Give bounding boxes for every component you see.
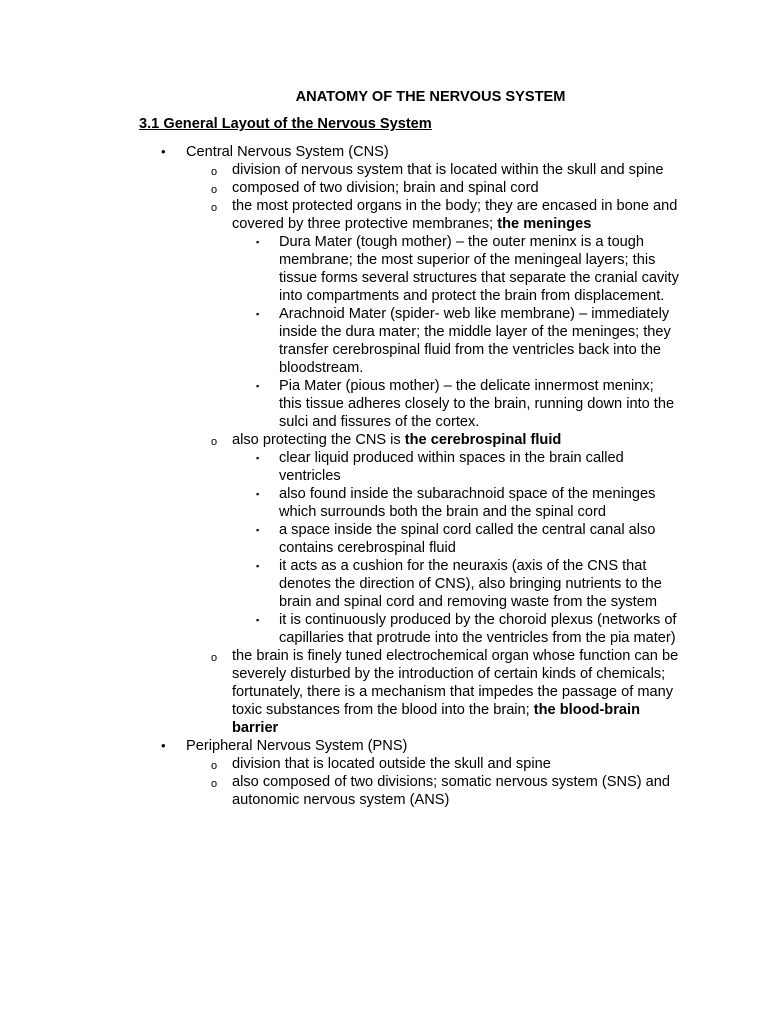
bullet-circle-icon: o <box>211 184 218 196</box>
bullet-square-icon: ▪ <box>256 489 260 499</box>
bold-term: the meninges <box>497 216 592 232</box>
list-item-text: a space inside the spinal cord called the central canal also contains cerebrospinal fluid <box>279 522 656 556</box>
list-item <box>0 197 768 233</box>
list-item-text: division that is located outside the skull and spine <box>232 756 551 772</box>
section-heading: 3.1 General Layout of the Nervous System <box>139 116 432 132</box>
bullet-circle-icon: o <box>211 202 218 214</box>
list-item-text <box>232 431 682 449</box>
bullet-square-icon: ▪ <box>256 561 260 571</box>
bold-term: the blood-brain barrier <box>232 702 640 736</box>
bullet-dot-icon: • <box>161 738 166 753</box>
list-item-text: Arachnoid Mater (spider- web like membrane) – immediately inside the dura mater; the middle layer of the meninges; they transfer cerebrospinal fluid from the ventricles back into the bloodstream. <box>279 306 671 376</box>
list-item <box>0 179 768 197</box>
list-item-text-part: the most protected organs in the body; they are encased in bone and covered by three protective membranes; <box>232 198 678 232</box>
bold-term: the cerebrospinal fluid <box>404 432 562 448</box>
list-item <box>0 611 768 647</box>
bullet-square-icon: ▪ <box>256 381 260 391</box>
list-item <box>0 485 768 521</box>
list-item <box>0 755 768 773</box>
list-item-text <box>232 647 682 737</box>
bullet-square-icon: ▪ <box>256 453 260 463</box>
list-item <box>0 431 768 449</box>
document-body <box>0 143 768 809</box>
list-item-text <box>232 197 682 233</box>
list-item-text: Central Nervous System (CNS) <box>186 144 389 160</box>
list-item <box>0 557 768 611</box>
list-item <box>0 773 768 809</box>
list-item-text: Pia Mater (pious mother) – the delicate innermost meninx; this tissue adheres closely to the brain, running down into the sulci and fissures of the cortex. <box>279 378 675 430</box>
bullet-square-icon: ▪ <box>256 525 260 535</box>
list-item-text: division of nervous system that is located within the skull and spine <box>232 162 664 178</box>
list-item <box>0 233 768 305</box>
list-item-text: it acts as a cushion for the neuraxis (axis of the CNS that denotes the direction of CNS), also bringing nutrients to the brain and spinal cord and removing waste from the system <box>279 558 662 610</box>
list-item-text: composed of two division; brain and spinal cord <box>232 180 539 196</box>
list-item <box>0 377 768 431</box>
list-item <box>0 305 768 377</box>
list-item-pns <box>0 737 768 755</box>
list-item <box>0 521 768 557</box>
bullet-circle-icon: o <box>211 652 218 664</box>
list-item <box>0 161 768 179</box>
list-item <box>0 449 768 485</box>
bullet-circle-icon: o <box>211 778 218 790</box>
list-item <box>0 647 768 737</box>
list-item-text: it is continuously produced by the choroid plexus (networks of capillaries that protrude into the ventricles from the pia mater) <box>279 612 677 646</box>
list-item-text: also found inside the subarachnoid space of the meninges which surrounds both the brain and the spinal cord <box>279 486 656 520</box>
list-item-text: also composed of two divisions; somatic nervous system (SNS) and autonomic nervous system (ANS) <box>232 774 670 808</box>
bullet-square-icon: ▪ <box>256 237 260 247</box>
list-item-text: clear liquid produced within spaces in the brain called ventricles <box>279 450 624 484</box>
bullet-circle-icon: o <box>211 166 218 178</box>
bullet-square-icon: ▪ <box>256 615 260 625</box>
document-title: ANATOMY OF THE NERVOUS SYSTEM <box>295 89 566 105</box>
list-item-cns <box>0 143 768 161</box>
list-item-text-part: the brain is finely tuned electrochemical organ whose function can be severely disturbed by the introduction of certain kinds of chemicals; fortunately, there is a mechanism that impedes the passage of many toxic substances from the blood into the brain; <box>232 648 679 718</box>
bullet-circle-icon: o <box>211 760 218 772</box>
list-item-text: Peripheral Nervous System (PNS) <box>186 738 408 754</box>
bullet-dot-icon: • <box>161 144 166 159</box>
list-item-text: Dura Mater (tough mother) – the outer meninx is a tough membrane; the most superior of the meningeal layers; this tissue forms several structures that separate the cranial cavity into compartments and protect the brain from displacement. <box>279 234 679 304</box>
bullet-circle-icon: o <box>211 436 218 448</box>
bullet-square-icon: ▪ <box>256 309 260 319</box>
list-item-text-part: also protecting the CNS is <box>232 432 405 448</box>
